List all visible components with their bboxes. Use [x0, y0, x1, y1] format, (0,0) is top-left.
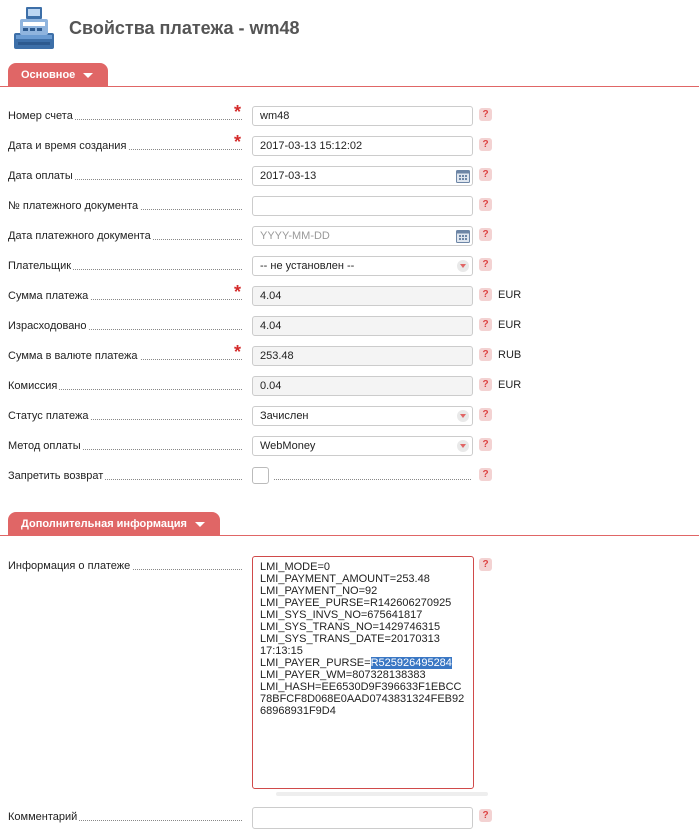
paid-date-input[interactable] [252, 166, 473, 186]
cash-register-icon [12, 5, 56, 51]
help-icon[interactable]: ? [479, 288, 492, 301]
payment-info-selected-text: R525926495284 [370, 657, 452, 669]
field-row-payer [0, 254, 699, 278]
field-label: Комментарий [8, 811, 242, 823]
status-select[interactable] [252, 406, 473, 426]
spent-input[interactable]: 4.04 [252, 316, 473, 336]
currency-label: EUR [498, 289, 522, 301]
field-label: Дата и время создания [8, 140, 242, 152]
field-label: Дата оплаты [8, 170, 242, 182]
section-tab-extra[interactable] [8, 512, 220, 536]
doc-no-input[interactable] [252, 196, 473, 216]
field-row-amount [0, 284, 699, 308]
help-icon[interactable]: ? [479, 378, 492, 391]
field-label: Номер счета [8, 110, 242, 122]
paid-date-value: 2017-03-13 [260, 170, 317, 182]
doc-date-input[interactable] [252, 226, 473, 246]
field-row-status [0, 404, 699, 428]
help-icon[interactable]: ? [479, 468, 492, 481]
field-label: Информация о платеже [8, 560, 242, 572]
section-tab-main[interactable] [8, 63, 108, 87]
help-icon[interactable]: ? [479, 348, 492, 361]
help-icon[interactable]: ? [479, 438, 492, 451]
payment-method-selected-value: WebMoney [260, 440, 316, 452]
required-marker: * [234, 342, 242, 362]
chevron-down-icon [457, 440, 469, 452]
field-row-created [0, 134, 699, 158]
help-icon[interactable]: ? [479, 558, 492, 571]
status-selected-value: Зачислен [260, 410, 309, 422]
currency-label: EUR [498, 319, 522, 331]
help-icon[interactable]: ? [479, 138, 492, 151]
calendar-icon[interactable] [456, 229, 470, 243]
calendar-icon[interactable] [456, 169, 470, 183]
help-icon[interactable]: ? [479, 318, 492, 331]
section-tab-main-label: Основное [21, 69, 76, 81]
field-label: Сумма в валюте платежа [8, 350, 242, 362]
field-row-amount-currency [0, 344, 699, 368]
chevron-down-icon [195, 522, 205, 527]
chevron-down-icon [457, 410, 469, 422]
payment-info-text: LMI_MODE=0 LMI_PAYMENT_AMOUNT=253.48 LMI_PAYMENT_NO=92 LMI_PAYEE_PURSE=R142606270925 LMI_SYS_INVS_NO=675641817 LMI_SYS_TRANS_NO=1429746315 LMI_SYS_TRANS_DATE=20170313 17:13:15 LMI_PAYER_PURSE= [260, 561, 452, 669]
currency-label: EUR [498, 379, 522, 391]
field-row-doc-no [0, 194, 699, 218]
currency-label: RUB [498, 349, 522, 361]
field-row-paid-date [0, 164, 699, 188]
field-row-method [0, 434, 699, 458]
required-marker: * [234, 132, 242, 152]
textarea-resize-handle[interactable] [276, 792, 488, 796]
amount-input[interactable]: 4.04 [252, 286, 473, 306]
help-icon[interactable]: ? [479, 258, 492, 271]
help-icon[interactable]: ? [479, 809, 492, 822]
page-header [0, 0, 699, 58]
required-marker: * [234, 282, 242, 302]
field-label: Запретить возврат [8, 470, 242, 482]
section-divider [0, 535, 699, 536]
payment-info-textarea[interactable] [252, 556, 474, 789]
field-row-commission [0, 374, 699, 398]
field-label: № платежного документа [8, 200, 242, 212]
account-no-input[interactable]: wm48 [252, 106, 473, 126]
page-title: Свойства платежа - wm48 [69, 18, 300, 38]
amount-currency-input[interactable]: 253.48 [252, 346, 473, 366]
payer-select[interactable] [252, 256, 473, 276]
field-row-account-no [0, 104, 699, 128]
chevron-down-icon [457, 260, 469, 272]
section-divider [0, 86, 699, 87]
commission-input[interactable]: 0.04 [252, 376, 473, 396]
help-icon[interactable]: ? [479, 228, 492, 241]
field-row-comment [0, 805, 699, 829]
help-icon[interactable]: ? [479, 168, 492, 181]
field-label: Комиссия [8, 380, 242, 392]
required-marker: * [234, 102, 242, 122]
created-datetime-input[interactable]: 2017-03-13 15:12:02 [252, 136, 473, 156]
payment-info-text-tail: LMI_PAYER_WM=807328138383 LMI_HASH=EE6530D9F396633F1EBCC78BFCF8D068E0AAD0743831324FEB9268968931F9D4 [260, 669, 465, 717]
field-label: Плательщик [8, 260, 242, 272]
field-row-doc-date [0, 224, 699, 248]
chevron-down-icon [83, 73, 93, 78]
help-icon[interactable]: ? [479, 108, 492, 121]
help-icon[interactable]: ? [479, 198, 492, 211]
field-row-spent [0, 314, 699, 338]
field-label: Израсходовано [8, 320, 242, 332]
doc-date-placeholder: YYYY-MM-DD [260, 230, 330, 242]
field-label: Статус платежа [8, 410, 242, 422]
payment-method-select[interactable] [252, 436, 473, 456]
no-refund-checkbox[interactable] [252, 467, 269, 484]
field-label: Дата платежного документа [8, 230, 242, 242]
field-label: Сумма платежа [8, 290, 242, 302]
section-tab-extra-label: Дополнительная информация [21, 518, 187, 530]
payer-selected-value: -- не установлен -- [260, 260, 355, 272]
field-row-no-refund [0, 464, 699, 488]
dotted-leader [274, 479, 471, 480]
help-icon[interactable]: ? [479, 408, 492, 421]
field-label: Метод оплаты [8, 440, 242, 452]
